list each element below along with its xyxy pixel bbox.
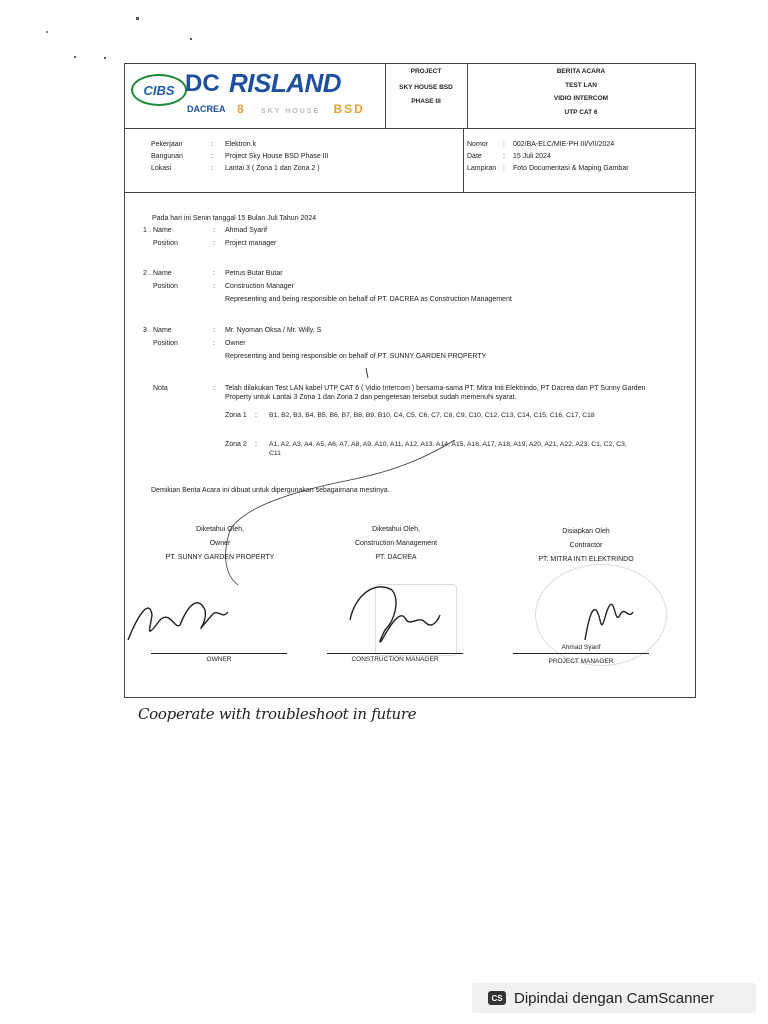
person-name: Ahmad Syarif — [225, 227, 268, 234]
person-name: Mr. Nyoman Oksa / Mr. Willy. S — [225, 327, 322, 334]
person-2: 2 . Name : Petrus Butar Butar Position : Construction Manager Representing and being responsible on behalf of PT. DACREA as Construction Management — [143, 269, 683, 308]
info-value: Foto Documentasi & Maping Gambar — [513, 165, 629, 172]
person-name-label: Name — [153, 270, 172, 277]
closing-text: Demikian Berita Acara ini dibuat untuk dipergunakan sebagaimana mestinya. — [151, 487, 390, 494]
project-name: SKY HOUSE BSD — [399, 83, 453, 91]
nota-text-1: Telah dilakukan Test LAN kabel UTP CAT 6 ( Vidio Intercom ) bersama-sama PT. Mitra Inti Elektrindo, PT Dacrea dan PT Sunny Garden — [225, 385, 646, 392]
info-label: Pekerjaan — [151, 141, 183, 148]
sig-line-2: Owner — [209, 540, 231, 547]
info-value: Elektron.k — [225, 141, 257, 148]
info-value: Project Sky House BSD Phase III — [225, 153, 329, 160]
nota-text-2: Property untuk Lantai 3 Zona 1 dan Zona 2 dan pengetesan tersebut sudah memenuhi syarat. — [225, 394, 517, 401]
person-position: Project manager — [225, 240, 277, 247]
person-position-label: Position — [153, 340, 178, 347]
info-row: Pekerjaan : Elektron.k — [151, 140, 451, 152]
person-name-label: Name — [153, 327, 172, 334]
info-label: Bangunan — [151, 153, 183, 160]
info-label: Lokasi — [151, 165, 172, 172]
sig-line-3: PT. SUNNY GARDEN PROPERTY — [165, 554, 275, 561]
camscanner-watermark — [472, 983, 756, 1013]
zona-2-label: Zona 2 — [225, 441, 247, 448]
nota-section: Nota : Telah dilakukan Test LAN kabel UTP CAT 6 ( Vidio Intercom ) bersama-sama PT. Mitra Inti Elektrindo, PT Dacrea dan PT Sunny Garden Property untuk Lantai 3 Zona 1 dan Zona 2 dan pengetesan tersebut sudah memenuhi syarat. — [153, 385, 646, 401]
sig-line-2: Construction Management — [354, 540, 438, 547]
sig-line-3: PT. DACREA — [375, 554, 417, 561]
role-owner: OWNER — [206, 656, 232, 663]
handwritten-note: Cooperate with troubleshoot in future — [138, 705, 417, 723]
sig-line-1: Disiapkan Oleh — [562, 528, 610, 535]
sig-line-3: PT. MITRA INTI ELEKTRINDO — [538, 556, 634, 563]
pm-signature — [585, 604, 633, 640]
zona-1-value: B1, B2, B3, B4, B5, B6, B7, B8, B9, B10, C4, C5, C6, C7, C8, C9, C10, C12, C13, C14, C15, C16, C17, C18 — [269, 412, 595, 419]
project-label: PROJECT — [410, 68, 442, 75]
nota-label: Nota — [153, 385, 168, 392]
doc-title-4: UTP CAT 6 — [564, 108, 598, 116]
person-note: Representing and being responsible on behalf of PT. SUNNY GARDEN PROPERTY — [225, 353, 487, 360]
zona-2-value-cont: C11 — [269, 450, 281, 457]
person-1: 1 . Name : Ahmad Syarif Position : Project manager — [143, 226, 683, 252]
person-position-label: Position — [153, 283, 178, 290]
zona-1-label: Zona 1 — [225, 412, 247, 419]
pm-signer-name: Ahmad Syarif — [561, 644, 601, 651]
info-row: Bangunan : Project Sky House BSD Phase III — [151, 152, 451, 164]
zona-2-value: A1, A2, A3, A4, A5, A6, A7, A8, A9, A10, A11, A12, A13, A14, A15, A16, A17, A18, A19, A20, A21, A22, A23, C1, C2, C3, — [269, 441, 627, 448]
role-project-manager: PROJECT MANAGER — [548, 658, 614, 665]
person-position-label: Position — [153, 240, 178, 247]
risland-logo: RISLAND — [229, 68, 342, 98]
owner-signature — [128, 603, 228, 640]
person-number: 2 — [143, 270, 147, 277]
zona-1: Zona 1 : B1, B2, B3, B4, B5, B6, B7, B8, B9, B10, C4, C5, C6, C7, C8, C9, C10, C12, C13, C14, C15, C16, C17, C18 — [225, 412, 595, 419]
info-value: Lantai 3 ( Zona 1 dan Zona 2 ) — [225, 165, 320, 172]
dacrea-logo-mark: DC — [185, 70, 220, 97]
dacrea-logo-text: DACREA — [187, 104, 226, 114]
info-row: Lampiran : Foto Documentasi & Maping Gambar — [467, 164, 693, 176]
stray-pen-stroke — [226, 440, 455, 585]
sig-line-1: Diketahui Oleh, — [196, 526, 244, 533]
doc-title-2: TEST LAN — [565, 81, 597, 89]
sig-line-1: Diketahui Oleh, — [372, 526, 420, 533]
role-construction-manager: CONSTRUCTION MANAGER — [351, 656, 439, 663]
intro-text: Pada hari ini Senin tanggal 15 Bulan Juli Tahun 2024 — [152, 215, 317, 222]
project-phase: PHASE III — [411, 98, 441, 105]
person-3: 3 . Name : Mr. Nyoman Oksa / Mr. Willy. S Position : Owner Representing and being responsible on behalf of PT. SUNNY GARDEN PROPERTY — [143, 326, 683, 365]
camscanner-icon: CS — [488, 991, 506, 1005]
partner-logos: 8 SKY HOUSE BSD — [237, 102, 365, 116]
doc-title-1: BERITA ACARA — [556, 68, 606, 75]
info-row: Lokasi : Lantai 3 ( Zona 1 dan Zona 2 ) — [151, 164, 451, 176]
person-number: 3 — [143, 327, 147, 334]
person-number: 1 — [143, 227, 147, 234]
person-position: Construction Manager — [225, 283, 294, 290]
info-row: Nomor : 002/BA-ELC/MIE-PH III/VII/2024 — [467, 140, 693, 152]
info-label: Date — [467, 153, 482, 160]
cibs-logo: CIBS — [131, 74, 187, 106]
info-value: 002/BA-ELC/MIE-PH III/VII/2024 — [513, 141, 615, 148]
doc-title-3: VIDIO INTERCOM — [553, 95, 609, 102]
info-label: Lampiran — [467, 165, 497, 172]
cm-signature — [350, 587, 440, 642]
info-value: 15 Juli 2024 — [513, 153, 551, 160]
person-note: Representing and being responsible on behalf of PT. DACREA as Construction Management — [225, 296, 512, 303]
zona-2: Zona 2 : A1, A2, A3, A4, A5, A6, A7, A8, A9, A10, A11, A12, A13, A14, A15, A16, A17, A18, A19, A20, A21, A22, A23, C1, C2, C3, C11 — [225, 441, 627, 457]
person-position: Owner — [225, 340, 246, 347]
camscanner-text: Dipindai dengan CamScanner — [514, 989, 715, 1007]
person-name: Petrus Butar Butar — [225, 270, 283, 277]
info-row: Date : 15 Juli 2024 — [467, 152, 693, 164]
sig-line-2: Contractor — [569, 542, 603, 549]
tick-mark — [366, 368, 368, 378]
info-label: Nomor — [467, 141, 489, 148]
person-name-label: Name — [153, 227, 172, 234]
